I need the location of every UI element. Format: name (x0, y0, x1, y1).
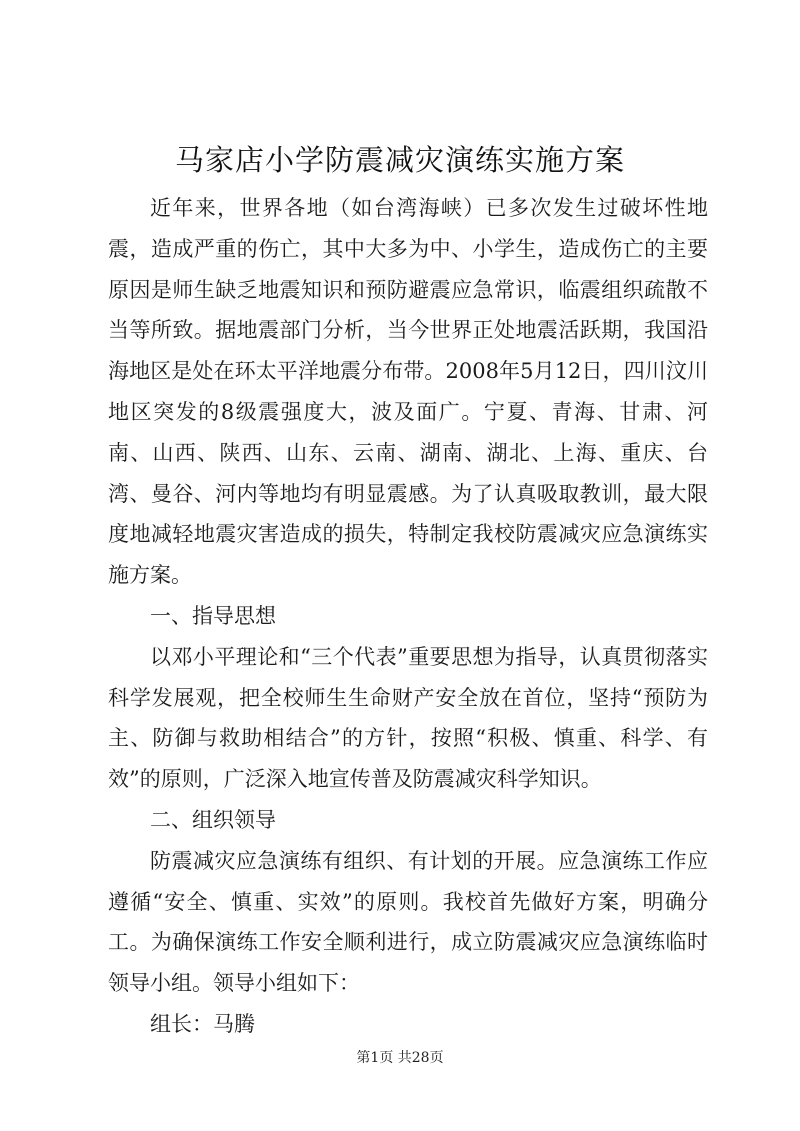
paragraph-intro: 近年来，世界各地（如台湾海峡）已多次发生过破坏性地震，造成严重的伤亡，其中大多为中、小学生，造成伤亡的主要原因是师生缺乏地震知识和预防避震应急常识，临震组织疏散不当等所致。据地震部门分析，当今世界正处地震活跃期，我国沿海地区是处在环太平洋地震分布带。2008年5月12日，四川汶川地区突发的8级震强度大，波及面广。宁夏、青海、甘肃、河南、山西、陕西、山东、云南、湖南、湖北、上海、重庆、台湾、曼谷、河内等地均有明显震感。为了认真吸取教训，最大限度地减轻地震灾害造成的损失，特制定我校防震减灾应急演练实施方案。 (108, 196, 708, 588)
paragraph-group-leader: 组长：马腾 (150, 1011, 255, 1036)
paragraph-organization: 防震减灾应急演练有组织、有计划的开展。应急演练工作应遵循“安全、慎重、实效”的原则。我校首先做好方案，明确分工。为确保演练工作安全顺利进行，成立防震减灾应急演练临时领导小组。领导小组如下： (108, 848, 708, 996)
paragraph-guiding-ideology: 以邓小平理论和“三个代表”重要思想为指导，认真贯彻落实科学发展观，把全校师生生命财产安全放在首位，坚持“预防为主、防御与救助相结合”的方针，按照“积极、慎重、科学、有效”的原则，广泛深入地宣传普及防震减灾科学知识。 (108, 644, 708, 792)
section-heading-organization: 二、组织领导 (150, 807, 276, 832)
page-number-footer: 第1页 共28页 (356, 1050, 444, 1066)
document-body (108, 188, 708, 1045)
page-title: 马家店小学防震减灾演练实施方案 (174, 143, 625, 177)
section-heading-guiding-ideology: 一、指导思想 (150, 603, 276, 628)
